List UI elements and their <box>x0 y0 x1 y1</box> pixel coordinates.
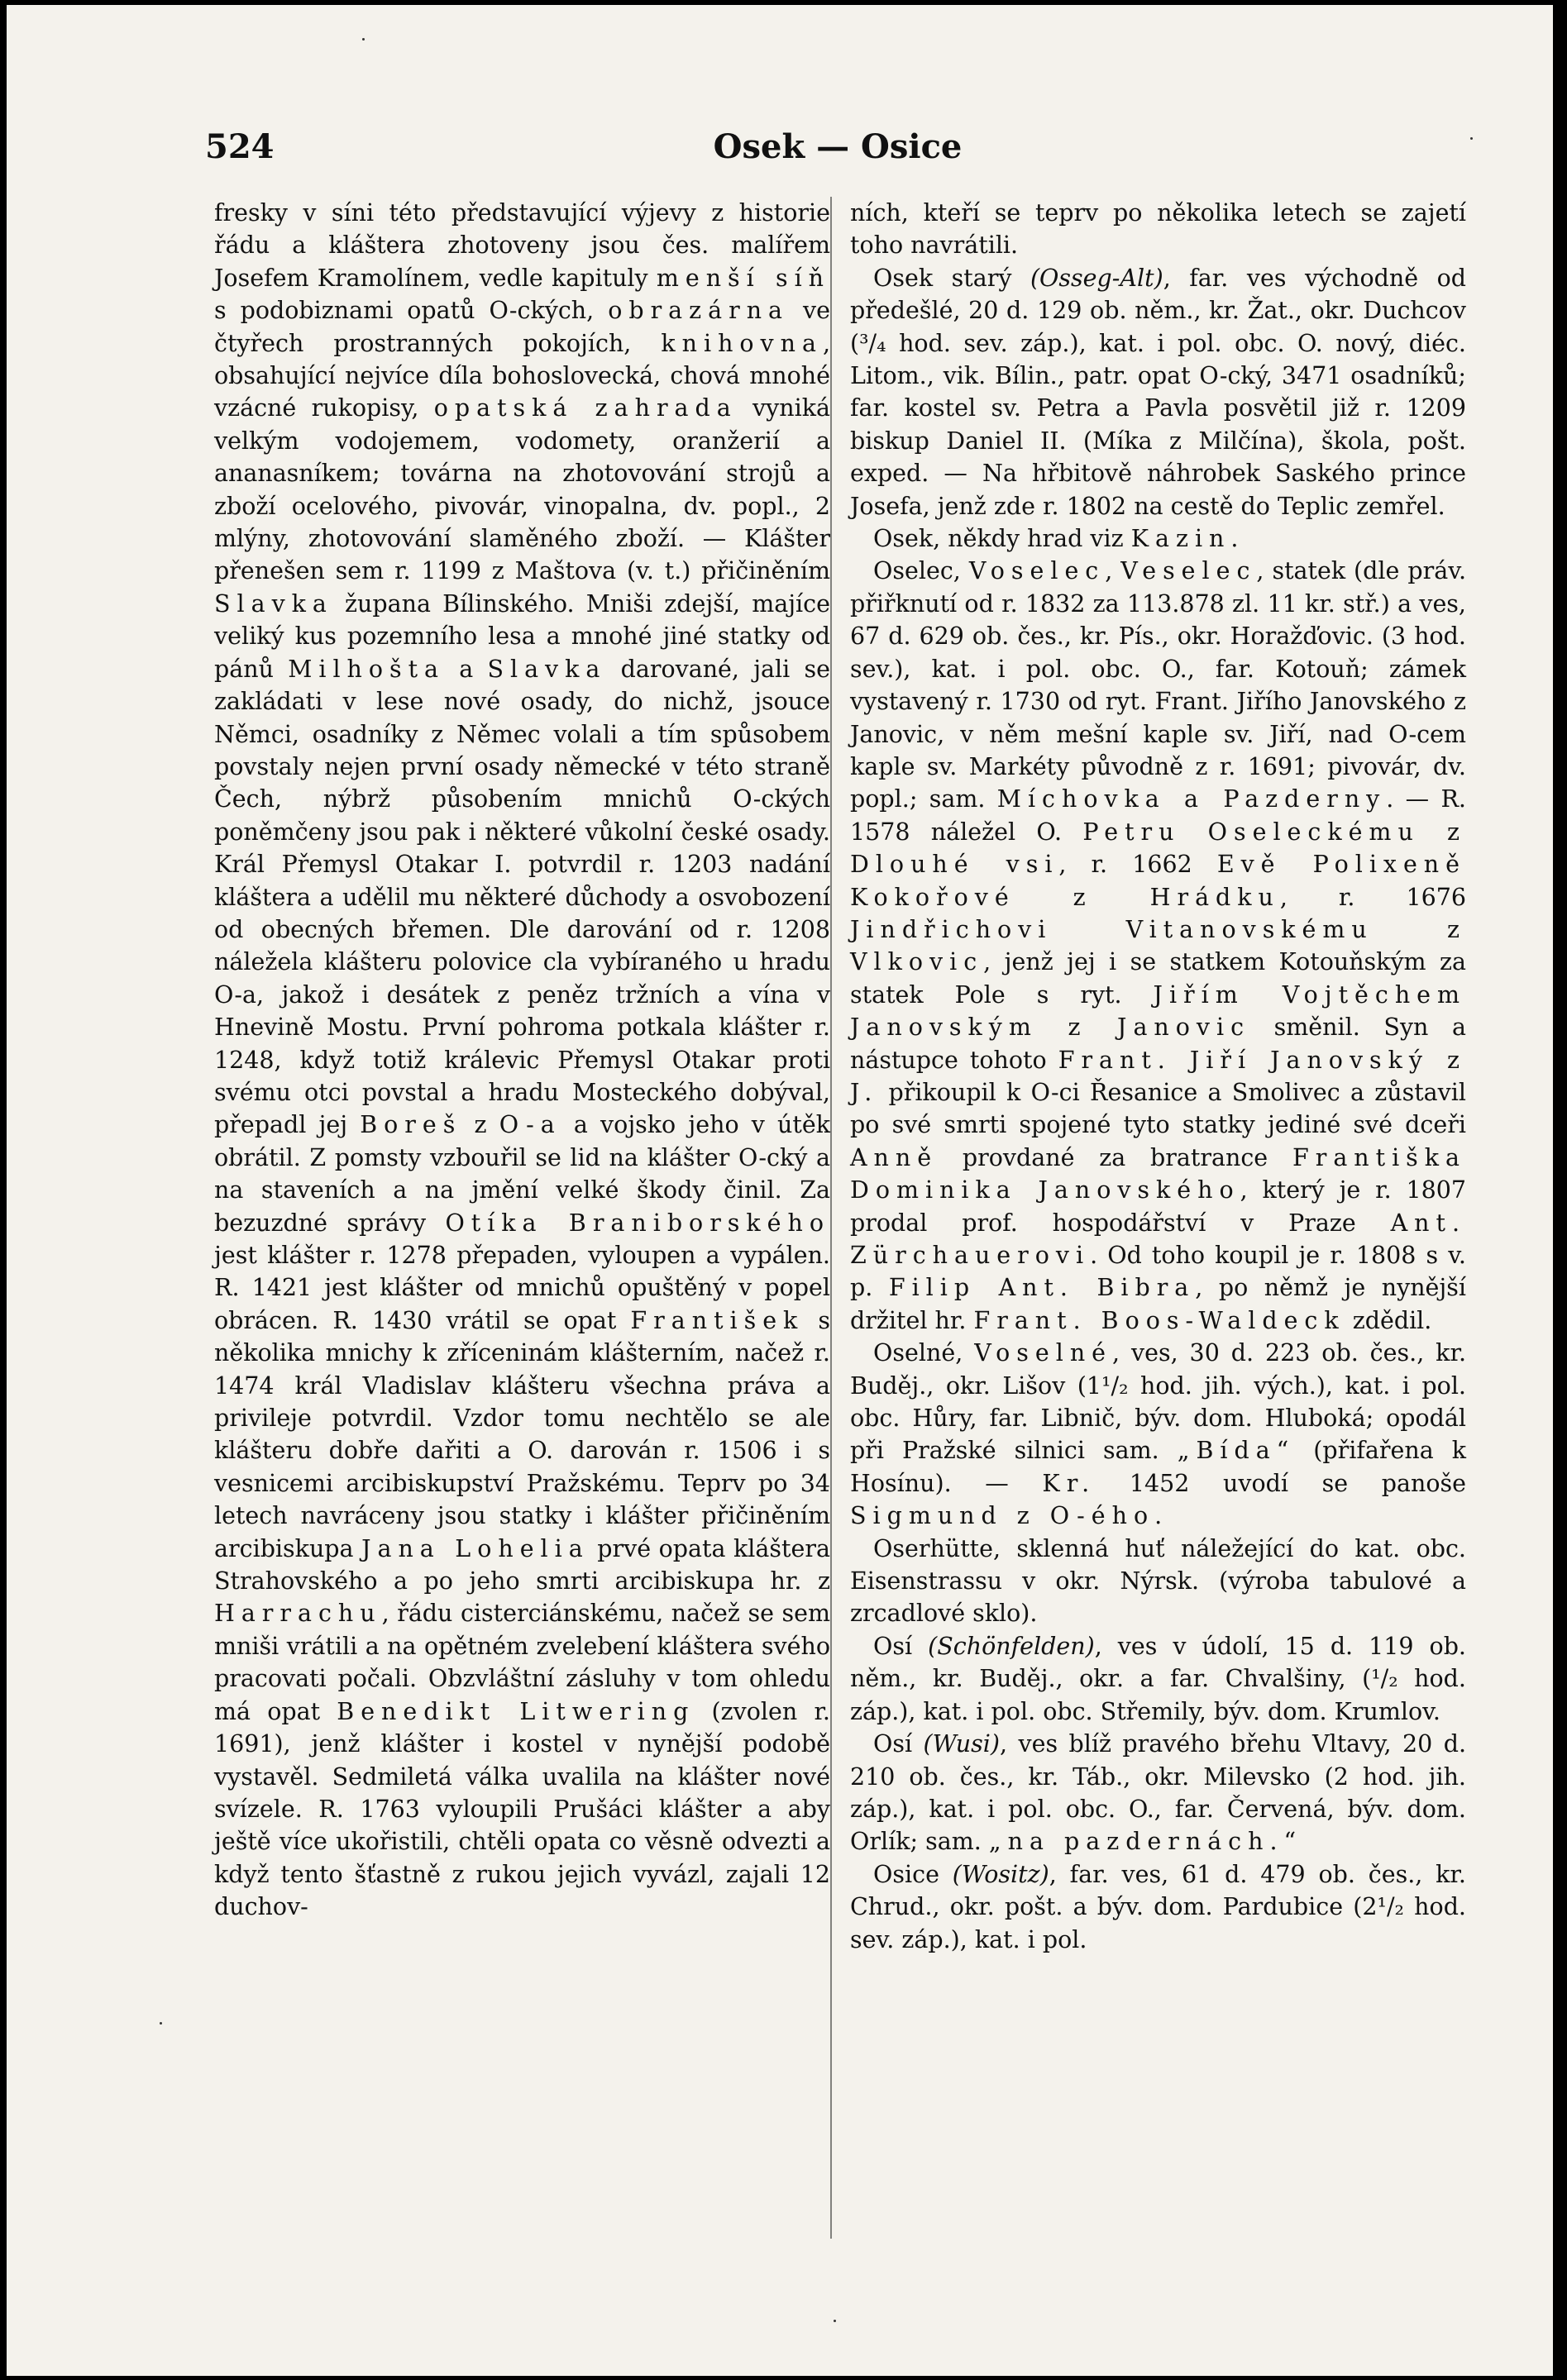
text: jest klášter r. 1278 přepaden, vyloupen a vypálen. R. 1421 jest klášter od mnichů opuštěný v popel obrácen. R. 1430 vrátil se opat <box>214 1242 830 1334</box>
spaced-name: Kazin <box>1130 525 1231 553</box>
spaced-name: Milhošta <box>288 655 446 683</box>
spaced-name: Veselec <box>1120 557 1257 585</box>
entry-osek-hrad <box>850 522 1466 555</box>
spaced-name: „Bída“ <box>1177 1437 1296 1465</box>
spaced-name: Petru Oseleckému z Dlouhé vsi <box>850 818 1466 879</box>
right-column <box>850 197 1466 1956</box>
spaced-name: Slavka <box>214 589 333 618</box>
text: z <box>461 1111 499 1139</box>
text: , far. ves východně od předešlé, 20 d. 129 ob. něm., kr. Žat., okr. Duchcov (³/₄ hod. sev. záp.), kat. i pol. obc. O. nový, diéc. Litom., vik. Bílin., patr. opat O-cký, 3471 osadníků; far. kostel sv. Petra a Pavla posvětil již r. 1209 biskup Daniel II. (Míka z Milčína), škola, pošt. exped. — Na hřbitově náhrobek Saského prince Josefa, jenž zde r. 1802 na cestě do Teplic zemřel. <box>850 264 1466 520</box>
spaced-name: Voselné <box>974 1339 1112 1367</box>
running-head: Osek — Osice <box>713 127 963 166</box>
text: , obsahující nejvíce díla bohoslovecká, chová mnohé vzácné rukopisy, <box>214 329 830 422</box>
text: Osek starý <box>873 264 1030 292</box>
paragraph: ních, kteří se teprv po několika letech se zajetí toho navrátili. <box>850 199 1466 260</box>
text: darované, jali se zakládati v lese nové osady, do nichž, jsouce Němci, osadníky z Němec volali a tím spůsobem povstaly nejen první osady německé v této straně Čech, nýbrž působením mnichů O-ckých poněmčeny jsou pak i některé vůkolní české osady. Král Přemysl Otakar I. potvrdil r. 1203 nadání kláštera a udělil mu některé důchody a osvobození od obecných břemen. Dle darování od r. 1208 náležela klášteru polovice cla vybíraného u hradu O-a, jakož i desátek z peněz tržních a vína v Hnevině Mostu. První pohroma potkala klášter r. 1248, když totiž králevic Přemysl Otakar proti svému otci povstal a hradu Mosteckého dobýval, přepadl jej <box>214 655 830 1139</box>
entry-oselec <box>850 555 1466 1337</box>
spaced-term: opatská zahrada <box>433 394 738 422</box>
text: vyniká velkým vodojemem, vodomety, oranžerií a ananasníkem; továrna na zhotovování strojů a zboží ocelového, pivovár, vinopalna, dv. popl., 2 mlýny, zhotovování slaměného zboží. — Klášter přenešen sem r. 1199 z Maštova (v. t.) přičiněním <box>214 394 830 585</box>
text: , ves, 30 d. 223 ob. čes., kr. Buděj., okr. Lišov (1¹/₂ hod. jih. vých.), kat. i pol. obc. Hůry, far. Libnič, býv. dom. Hluboká; opodál při Pražské silnici sam. <box>850 1339 1467 1465</box>
text: , který je r. 1807 prodal prof. hospodářství v Praze <box>850 1176 1466 1237</box>
text: provdané za bratrance <box>938 1143 1292 1171</box>
german-name: (Wositz) <box>952 1860 1049 1888</box>
spaced-name: Sigmund z O-ého <box>850 1502 1155 1530</box>
spaced-name: Anně <box>850 1143 939 1171</box>
text: Osice <box>873 1860 953 1888</box>
entry-osi-wusi <box>850 1728 1466 1858</box>
text: , po němž je nynější držitel hr. <box>850 1274 1466 1334</box>
print-speck <box>362 38 365 41</box>
spaced-name: Evě Polixeně Kokořové z Hrádku <box>850 851 1466 911</box>
text: s podobiznami opatů O-ckých, <box>214 297 609 325</box>
spaced-term: Kr. <box>1042 1469 1096 1497</box>
text: s několika mnichy k zříceninám klášterním, načež r. 1474 král Vladislav klášteru všechna práva a privileje potvrdil. Vzdor tomu nechtělo se ale klášteru dobře dařiti a O. darován r. 1506 i s vesnicemi arcibiskupství Pražskému. Teprv po 34 letech navráceny jsou statky i klášter přičiněním arcibiskupa <box>214 1306 830 1562</box>
text: fresky v síni této představující výjevy z historie řádu a kláštera zhotoveny jsou čes. malířem Josefem Kramolínem, vedle kapituly <box>214 199 830 292</box>
entry-osek-stary <box>850 262 1466 522</box>
text: a <box>445 655 488 683</box>
text: , r. 1676 <box>1279 883 1467 911</box>
text: 1452 uvodí se panoše <box>1096 1469 1466 1497</box>
text: Osí <box>873 1632 929 1660</box>
spaced-term: menší síň <box>656 264 830 292</box>
text: , řádu cisterciánskému, načež se sem mniši vrátili a na opětném zvelebení kláštera svého pracovati počali. Obzvláštní zásluhy v tom ohledu má opat <box>214 1600 830 1725</box>
spaced-name: Jana Lohelia <box>361 1534 590 1562</box>
text: , jenž jej i se statkem Kotouňským za statek Pole s ryt. <box>850 948 1466 1009</box>
text: , <box>1105 557 1121 585</box>
spaced-name: Otíka Braniborského <box>445 1209 830 1237</box>
spaced-name: Míchovka a Pazderny <box>996 785 1387 813</box>
text: prvé opata kláštera Strahovského a po jeho smrti arcibiskupa hr. z <box>214 1534 830 1595</box>
text: přikoupil k O-ci Řesanice a Smolivec a zůstavil po své smrti spojené tyto statky jediné své dceři <box>850 1078 1466 1139</box>
column-divider <box>830 197 832 2239</box>
spaced-name: „na pazdernách.“ <box>988 1828 1303 1856</box>
print-speck <box>834 2320 836 2322</box>
text: zdědil. <box>1345 1306 1432 1334</box>
spaced-name: Jindřichovi Vitanovskému z Vlkovic <box>850 915 1466 976</box>
print-speck <box>160 2022 162 2025</box>
text: Oselné, <box>873 1339 975 1367</box>
text: . <box>1154 1502 1163 1530</box>
page-number: 524 <box>205 127 275 166</box>
spaced-name: František <box>630 1306 805 1334</box>
text: směnil. Syn a nástupce tohoto <box>850 1014 1467 1074</box>
spaced-name: Františka Dominika Janovského <box>850 1143 1466 1204</box>
page-header <box>205 127 1470 177</box>
text: (zvolen r. 1691), jenž klášter i kostel v nynější podobě vystavěl. Sedmiletá válka uvalila na klášter nové svízele. R. 1763 vyloupili Prušáci klášter a aby ještě více ukořistili, chtěli opata co věsně odvezti a když tento šťastně z rukou jejich vyvázl, zajali 12 duchov- <box>214 1697 830 1921</box>
german-name: (Schönfelden) <box>928 1632 1095 1660</box>
spaced-name: Frant. Jiří Janovský z J. <box>850 1046 1466 1106</box>
text: Osí <box>873 1730 924 1758</box>
text: , ves blíž pravého břehu Vltavy, 20 d. 210 ob. čes., kr. Táb., okr. Milevsko (2 hod. jih. záp.), kat. i pol. obc. O., far. Červená, býv. dom. Orlík; sam. <box>850 1730 1467 1856</box>
text: . <box>1230 525 1239 553</box>
text: (přifařena k Hosínu). — <box>850 1437 1466 1497</box>
text: , r. 1662 <box>1058 851 1217 879</box>
spaced-name: O-a <box>499 1111 561 1139</box>
text: Osek, někdy hrad viz <box>873 525 1131 553</box>
spaced-name: Slavka <box>487 655 607 683</box>
print-speck <box>1470 137 1473 140</box>
spaced-name: Boreš <box>360 1111 462 1139</box>
book-page <box>7 5 1553 2376</box>
entry-oserhutte: Oserhütte, sklenná huť náležející do kat. obc. Eisenstrassu v okr. Nýrsk. (výroba tabulové a zrcadlové sklo). <box>850 1534 1466 1628</box>
spaced-name: Harrachu <box>214 1600 382 1628</box>
paragraph <box>214 197 830 1924</box>
spaced-name: Benedikt Litwering <box>337 1697 695 1725</box>
text: , far. ves, 61 d. 479 ob. čes., kr. Chrud., okr. pošt. a býv. dom. Pardubice (2¹/₂ hod. sev. záp.), kat. i pol. <box>850 1860 1466 1953</box>
text: . — R. 1578 náležel O. <box>850 785 1466 846</box>
text: a vojsko jeho v útěk obrátil. Z pomsty vzbouřil se lid na klášter O-cký a na staveních a na jmění velké škody činil. Za bezuzdné správy <box>214 1111 830 1237</box>
spaced-name: Filip Ant. Bibra <box>888 1274 1196 1302</box>
spaced-term: knihovna <box>661 329 823 357</box>
text: , statek (dle práv. přiřknutí od r. 1832 za 113.878 zl. 11 kr. stř.) a ves, 67 d. 629 ob. čes., kr. Pís., okr. Horažďovic. (3 hod. sev.), kat. i pol. obc. O., far. Kotouň; zámek vystavený r. 1730 od ryt. Frant. Jiřího Janovského z Janovic, v něm mešní kaple sv. Jiří, nad O-cem kaple sv. Markéty původně z r. 1691; pivovár, dv. popl.; sam. <box>850 557 1466 813</box>
spaced-term: obrazárna <box>608 297 790 325</box>
spaced-name: Jiřím Vojtěchem Janovským z Janovic <box>850 980 1467 1042</box>
entry-oselne <box>850 1337 1466 1532</box>
text: župana Bílinského. Mniši zdejší, majíce veliký kus pozemního lesa a mnohé jiné statky od pánů <box>214 589 830 683</box>
german-name: (Wusi) <box>923 1730 1001 1758</box>
entry-osice <box>850 1858 1466 1956</box>
text: . Od toho koupil je r. 1808 s v. p. <box>850 1242 1466 1302</box>
spaced-name: Voselec <box>968 557 1106 585</box>
german-name: (Osseg-Alt) <box>1030 264 1163 292</box>
text: , ves v údolí, 15 d. 119 ob. něm., kr. Buděj., okr. a far. Chvalšiny, (¹/₂ hod. záp.), kat. i pol. obc. Střemily, býv. dom. Krumlov. <box>850 1632 1466 1725</box>
spaced-name: Frant. Boos-Waldeck <box>973 1306 1345 1334</box>
text: ve čtyřech prostranných pokojích, <box>214 297 830 357</box>
spaced-name: Ant. Zürchauerovi <box>850 1209 1466 1269</box>
text: Oselec, <box>873 557 969 585</box>
left-column <box>214 197 830 1924</box>
entry-osi-schonfelden <box>850 1630 1466 1728</box>
